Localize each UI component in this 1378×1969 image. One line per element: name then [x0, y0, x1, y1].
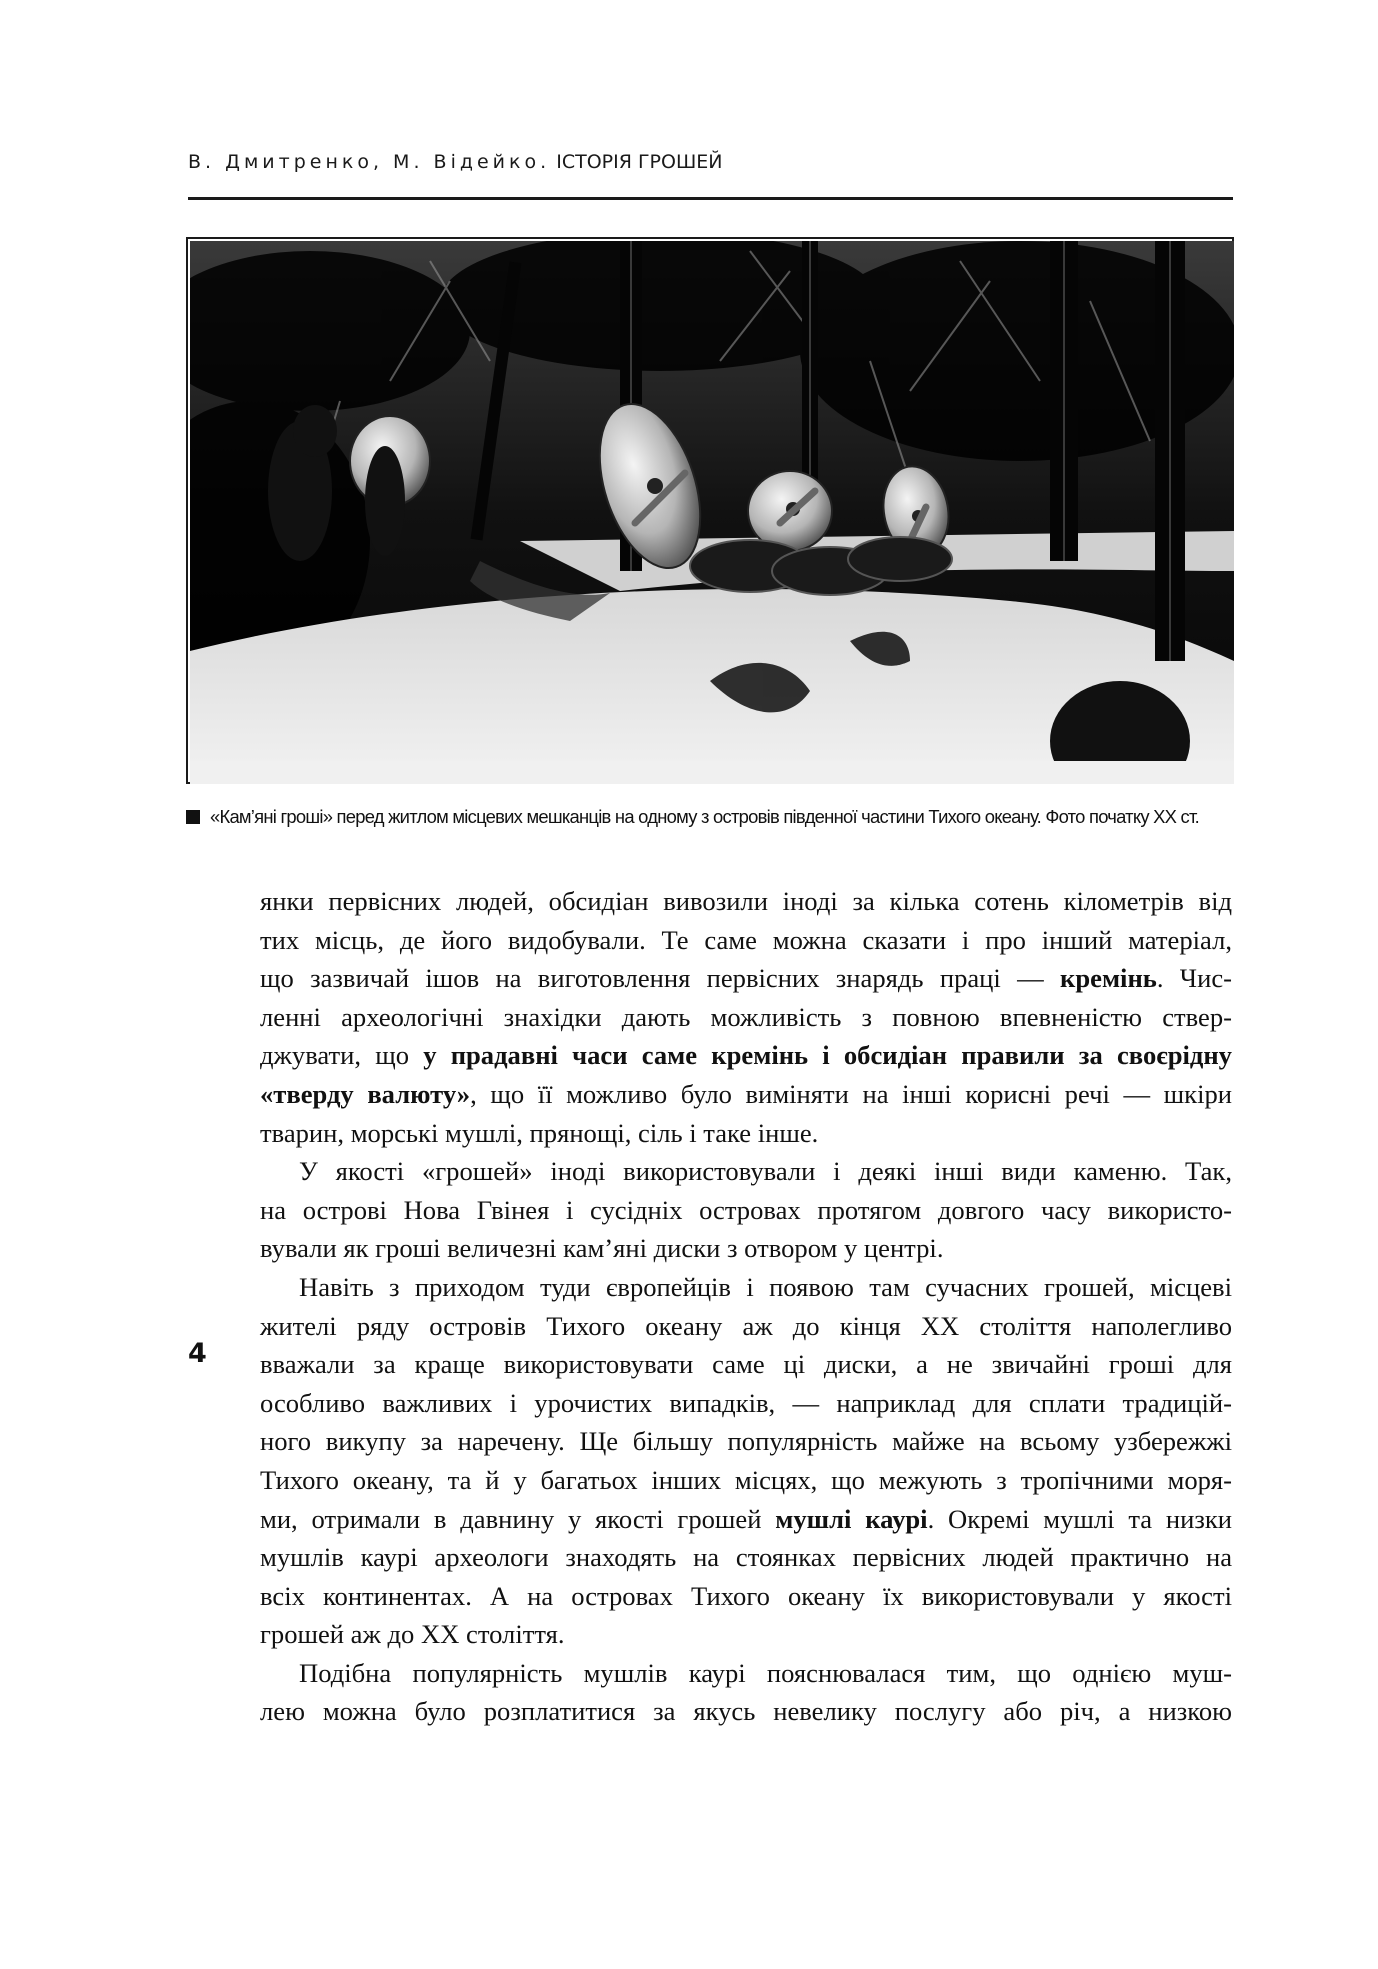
body-text: [260, 882, 1232, 1731]
bold-term-flint: кремінь: [1060, 963, 1157, 994]
bold-phrase: у прадавні часи саме кремінь і обсидіан правили за своєрідну: [423, 1040, 1232, 1071]
text-line: янки первісних людей, обсидіан вивозили іноді за кілька сотень кілометрів від: [260, 886, 1232, 916]
caption-square-icon: [186, 810, 200, 824]
bold-phrase-hard-currency: «тверду валюту»: [260, 1078, 471, 1109]
text-line: джувати, що у прадавні часи саме кремінь і обсидіан правили за своєрідну: [260, 1040, 1232, 1071]
text-line: жителі ряду островів Тихого океану аж до кінця XX століття наполегливо: [260, 1310, 1232, 1341]
text-line: Тихого океану, та й у багатьох інших місцях, що межують з тропічними моря-: [260, 1464, 1232, 1495]
header-rule: [188, 197, 1233, 200]
text-line: що зазвичай ішов на виготовлення первісних знарядь праці — кремінь. Чис-: [260, 963, 1232, 994]
text-line: У якості «грошей» іноді використовували і деякі інші види каменю. Так,: [299, 1156, 1232, 1187]
caption-text: «Кам’яні гроші» перед житлом місцевих мешканців на одному з островів південної частини Тихого океану. Фото початку XX ст.: [210, 806, 1199, 827]
text-line: особливо важливих і урочистих випадків, — наприклад для сплати традицій-: [260, 1387, 1232, 1418]
text-line: на острові Нова Гвінея і сусідніх островах протягом довгого часу використо-: [260, 1194, 1232, 1225]
page-number: 4: [188, 1338, 207, 1369]
text-line: Подібна популярність мушлів каурі пояснювалася тим, що однією муш-: [299, 1657, 1232, 1688]
text-line: «тверду валюту», що її можливо було виміняти на інші корисні речі — шкіри: [260, 1078, 1232, 1109]
running-head-title: ІСТОРІЯ ГРОШЕЙ: [556, 151, 723, 173]
text-line: грошей аж до XX століття.: [260, 1619, 565, 1650]
running-head: [188, 151, 723, 173]
text-line: тварин, морські мушлі, прянощі, сіль і таке інше.: [260, 1117, 819, 1148]
stone-money-photo: [190, 241, 1234, 784]
text-line: тих місць, де його видобували. Те саме можна сказати і про інший матеріал,: [260, 924, 1232, 955]
text-line: ленні археологічні знахідки дають можливість з повною впевненістю ствер-: [260, 1001, 1232, 1032]
text-line: ми, отримали в давнину у якості грошей мушлі каурі. Окремі мушлі та низки: [260, 1503, 1232, 1534]
bold-term-cowrie: мушлі каурі: [775, 1503, 928, 1534]
text-line: вважали за краще використовувати саме ці диски, а не звичайні гроші для: [260, 1349, 1232, 1380]
text-line: Навіть з приходом туди європейців і появою там сучасних грошей, місцеві: [299, 1271, 1232, 1302]
text-line: мушлів каурі археологи знаходять на стоянках первісних людей практично на: [260, 1542, 1232, 1573]
text-line: ного викупу за наречену. Ще більшу популярність майже на всьому узбережжі: [260, 1426, 1232, 1457]
figure-caption: [186, 806, 1199, 828]
text-line: лею можна було розплатитися за якусь невелику послугу або річ, а низкою: [260, 1696, 1232, 1727]
running-head-authors: В. Дмитренко, М. Відейко.: [188, 151, 551, 173]
text-line: вували як гроші величезні кам’яні диски з отвором у центрі.: [260, 1233, 944, 1264]
text-line: всіх континентах. А на островах Тихого океану їх використовували у якості: [260, 1580, 1232, 1611]
figure-photo: [186, 237, 1234, 784]
